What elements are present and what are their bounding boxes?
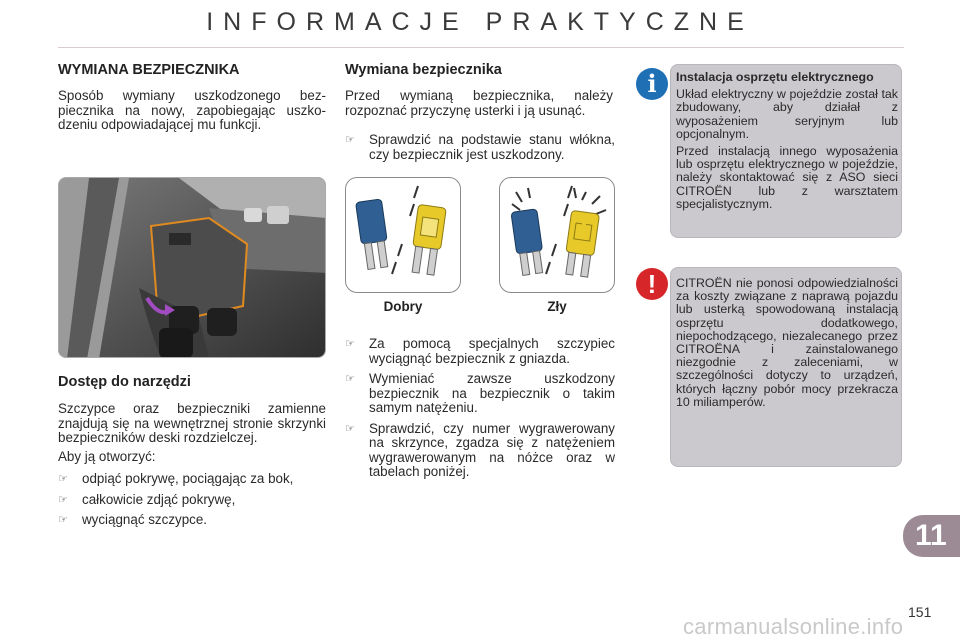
info-panel-p2: Przed instalacją innego wyposażenia lub osprzętu elektrycznego w pojeździe, należy skontaktować się z ASO sieci CITROËN lub z warsztatem specjalistycznym. — [676, 144, 898, 211]
page-header: INFORMACJE PRAKTYCZNE — [206, 8, 754, 36]
pointer-icon: ☞ — [345, 421, 355, 435]
pointer-icon: ☞ — [58, 492, 68, 506]
dashboard-photo — [58, 177, 326, 358]
section-title-fuse-replacement: WYMIANA BEZPIECZNIKA — [58, 62, 240, 78]
list-item: ☞ Sprawdzić, czy numer wygrawerowany na skrzynce, zgadza się z natężeniem wygrawerowanym na nóżce oraz w tabelach poniżej. — [345, 420, 615, 479]
header-divider — [58, 47, 904, 48]
fuse-bad-label: Zły — [547, 299, 567, 314]
chapter-tab: 11 — [903, 515, 960, 557]
tools-text: Szczypce oraz bezpieczniki zamienne znajdują się na wewnętrznej stronie skrzynki bezpieczników deski rozdzielczej. — [58, 401, 326, 445]
info-panel-title: Instalacja osprzętu elektrycznego — [676, 70, 874, 84]
watermark: carmanualsonline.info — [683, 614, 904, 639]
page-number: 151 — [908, 604, 932, 620]
open-text: Aby ją otworzyć: — [58, 448, 156, 464]
info-panel-text — [676, 71, 898, 211]
fusebox-location-illustration — [59, 178, 326, 358]
pointer-icon: ☞ — [345, 372, 355, 385]
fuse-bad-illustration — [499, 177, 615, 293]
replace-intro-text: Przed wymianą bezpiecznika, należy rozpoznać przyczynę usterki i ją usunąć. — [345, 88, 613, 118]
replace-steps-list — [345, 337, 615, 486]
pointer-icon: ☞ — [58, 472, 68, 485]
intro-paragraph — [58, 89, 326, 133]
list-item: ☞ Wymieniać zawsze uszkodzony bezpiecznik na bezpiecznik o takim samym natężeniu. — [345, 371, 615, 415]
pointer-icon: ☞ — [345, 337, 355, 350]
list-item: ☞ Sprawdzić na podstawie stanu włókna, czy bezpiecznik jest uszkodzony. — [345, 132, 615, 162]
fuse-bad-icon — [500, 178, 616, 294]
tools-paragraph — [58, 402, 326, 464]
fuse-good-illustration — [345, 177, 461, 293]
section-title-replace-fuse: Wymiana bezpiecznika — [345, 62, 502, 78]
info-icon: i — [636, 68, 668, 100]
list-item: ☞ całkowicie zdjąć pokrywę, — [58, 491, 236, 507]
tools-steps-list — [58, 472, 328, 534]
info-panel-p1: Układ elektryczny w pojeździe został tak zbudowany, aby działał z wyposażeniem seryjnym lub opcjonalnym. — [676, 87, 898, 141]
warning-text: CITROËN nie ponosi odpowiedzialności za koszty związane z naprawą pojazdu lub usterką spowodowaną instalacją osprzętu dodatkowego, niepochodzącego, niezalecanego przez CITROËNA i zainstalowanego niezgodnie z zaleceniami, w szczególności dotyczy to urządzeń, których łączny pobór mocy przekracza 10 miliamperów. — [676, 276, 898, 409]
replace-intro-paragraph — [345, 89, 613, 118]
list-item: ☞ Za pomocą specjalnych szczypiec wyciągnąć bezpiecznik z gniazda. — [345, 336, 615, 366]
pointer-icon: ☞ — [345, 133, 355, 146]
check-list — [345, 133, 615, 168]
fuse-good-icon — [346, 178, 462, 294]
warning-panel-text — [676, 277, 898, 409]
intro-text: Sposób wymiany uszkodzonego bezpiecznika na nowy, zapobiegając uszkodzeniu odpowiadającej mu funkcji. — [58, 88, 326, 132]
warning-icon: ! — [636, 268, 668, 300]
pointer-icon: ☞ — [58, 513, 68, 526]
section-title-tools-access: Dostęp do narzędzi — [58, 374, 191, 390]
list-item: ☞ wyciągnąć szczypce. — [58, 512, 208, 527]
list-item: ☞ odpiąć pokrywę, pociągając za bok, — [58, 471, 294, 486]
fuse-good-label: Dobry — [383, 299, 423, 314]
